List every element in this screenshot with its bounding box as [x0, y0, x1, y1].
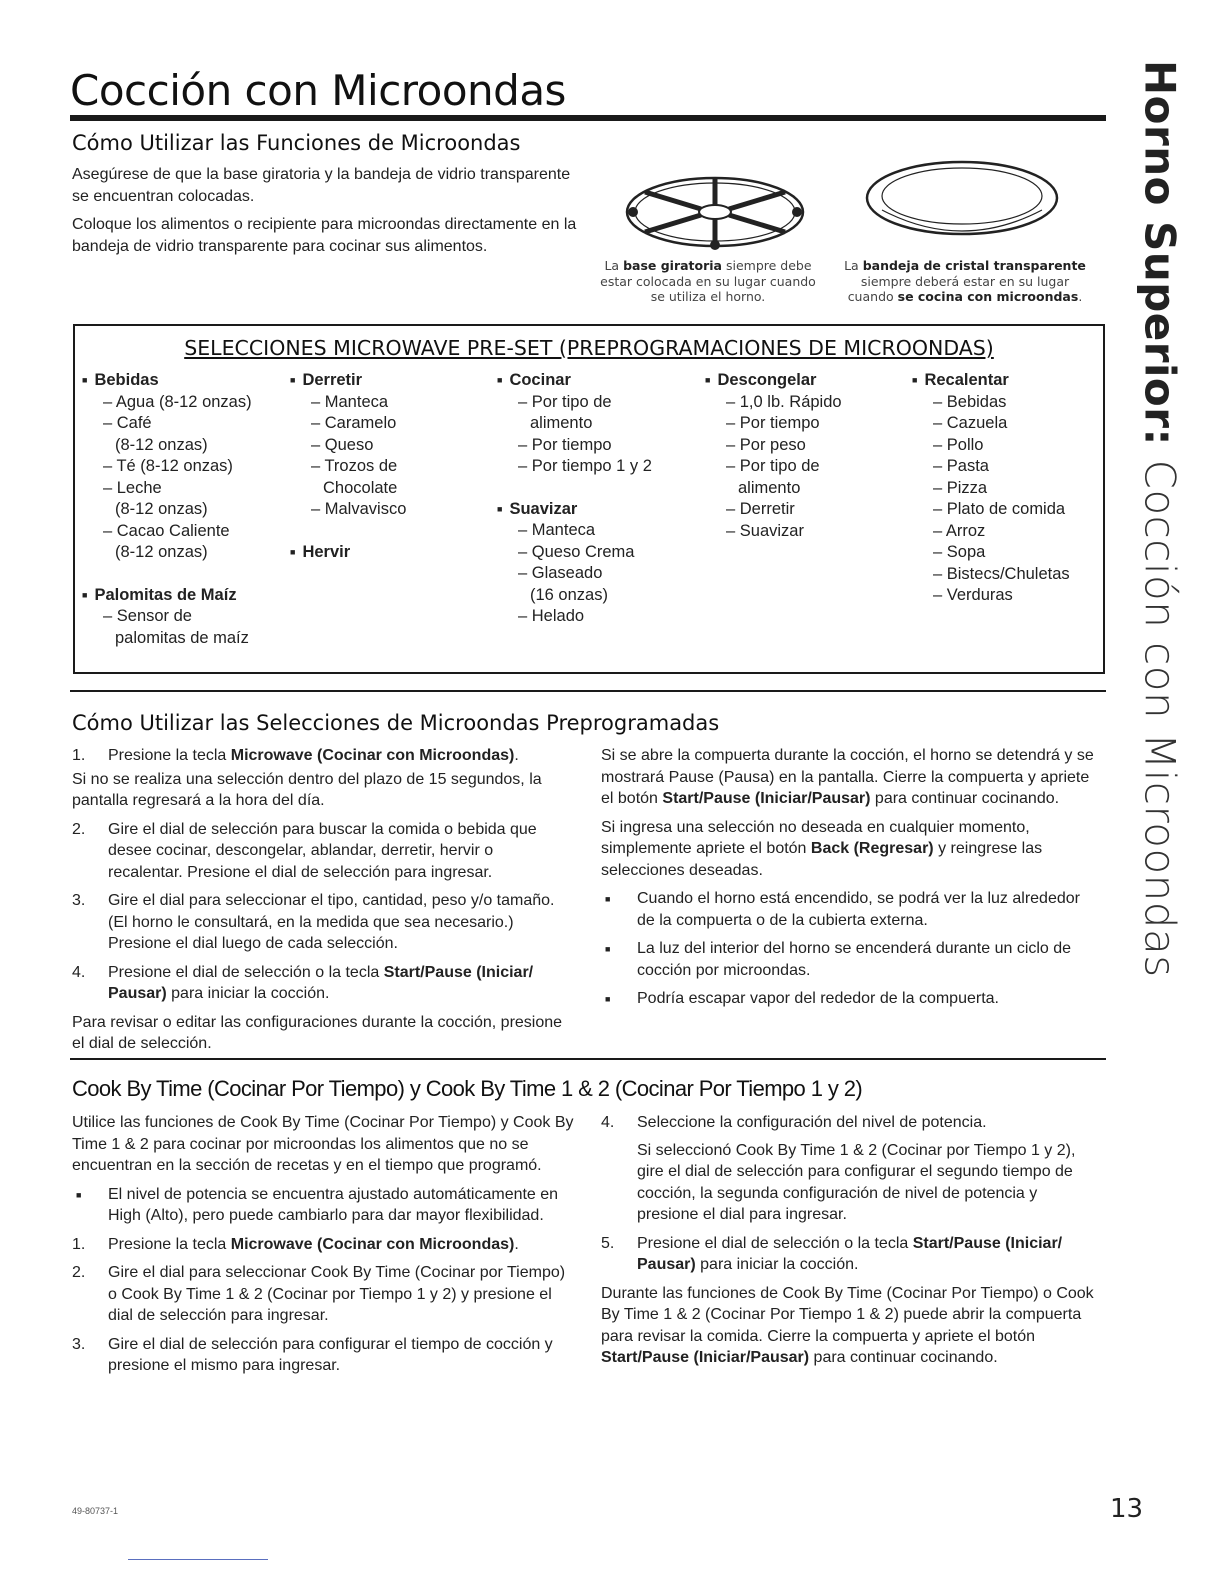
preset-item: – Derretir: [726, 500, 795, 518]
preset-item: – Agua (8-12 onzas): [103, 392, 252, 411]
presets-col-recalentar: [912, 370, 1102, 607]
bullet-text: Cuando el horno está encendido, se podrá ver la luz alrededor de la compuerta o de la cubierta externa.: [637, 890, 1080, 929]
preset-item: – Manteca: [518, 521, 596, 539]
bullet-item: [72, 1184, 577, 1227]
section3-intro: Utilice las funciones de Cook By Time (Cocinar Por Tiempo) y Cook By Time 1 & 2 para cocinar por microondas los alimentos que no se encuentran en la sección de recetas y en el tiempo que programó.: [72, 1114, 574, 1174]
step-number: 5.: [601, 1234, 615, 1252]
preset-category: ■ Palomitas de Maíz: [82, 585, 282, 607]
step-text: para iniciar la cocción.: [695, 1256, 859, 1273]
page-title: Cocción con Microondas: [70, 66, 566, 115]
preset-item: – Bebidas: [933, 392, 1007, 411]
section2-heading: Cómo Utilizar las Selecciones de Microondas Preprogramadas: [72, 711, 720, 735]
preset-item: – Por tiempo: [518, 435, 612, 454]
r2-text: y reingrese las selecciones deseadas.: [601, 840, 1043, 879]
preset-category: ■ Descongelar: [705, 370, 905, 392]
preset-category: ■ Suavizar: [497, 499, 697, 521]
presets-title: SELECCIONES MICROWAVE PRE-SET (PREPROGRAMACIONES DE MICROONDAS): [184, 336, 994, 360]
section-divider: [70, 1058, 1106, 1060]
preset-item: – Suavizar: [726, 521, 804, 540]
preset-category: ■ Hervir: [290, 542, 480, 564]
preset-item: – Por peso: [726, 435, 806, 454]
step-item: [72, 1234, 577, 1256]
r1-text: Si se abre la compuerta durante la cocción, el horno se detendrá y se mostrará Pause (Pausa) en la pantalla. Cierre la compuerta y apriete el botón: [601, 747, 1094, 807]
step-number: 2.: [72, 1264, 86, 1281]
section-divider: [70, 690, 1106, 692]
cap2-bold: bandeja de cristal transparente: [862, 258, 1086, 273]
bullet-icon: ■: [76, 1189, 82, 1200]
preset-item: – Queso Crema: [518, 542, 635, 561]
step-bold: Microwave (Cocinar con Microondas): [230, 1235, 515, 1253]
glass-tray-caption: [843, 258, 1087, 305]
side-tab-light: Cocción con Microondas: [1135, 459, 1185, 978]
step-item: [72, 1262, 577, 1327]
step-text: Presione el dial de selección o la tecla: [108, 963, 384, 981]
preset-item: – Pollo: [933, 435, 984, 454]
section2-r2: [601, 817, 1101, 882]
preset-item: – Queso: [311, 435, 374, 454]
preset-item: – Bistecs/Chuletas: [933, 564, 1070, 583]
step-item: [72, 890, 572, 955]
step-note: Si no se realiza una selección dentro del plazo de 15 segundos, la pantalla regresará a la hora del día.: [72, 770, 542, 809]
section2-left: [72, 745, 572, 1055]
step-number: 4.: [601, 1114, 615, 1131]
section2-tail: Para revisar o editar las configuraciones durante la cocción, presione el dial de selección.: [72, 1013, 563, 1052]
preset-item: – Trozos de: [311, 457, 398, 475]
preset-item: – Sopa: [933, 543, 986, 561]
step-bold: Microwave (Cocinar con Microondas): [230, 747, 515, 764]
cap2-post: .: [1078, 289, 1083, 304]
step-item: [72, 819, 572, 884]
section3-left: [72, 1112, 577, 1384]
section1-p1: Asegúrese de que la base giratoria y la bandeja de vidrio transparente se encuentran colocadas.: [72, 166, 571, 205]
preset-category: ■ Derretir: [290, 370, 480, 392]
preset-item: – Pasta: [933, 457, 989, 475]
side-tab-text: [1136, 60, 1185, 978]
section2-right: [601, 745, 1101, 1017]
preset-item: – Verduras: [933, 586, 1013, 604]
step-text: Gire el dial de selección para buscar la comida o bebida que desee cocinar, descongelar, ablandar, derretir, hervir o recalentar. Presione el dial de selección para ingresar.: [108, 820, 537, 881]
preset-item: (8-12 onzas): [115, 435, 208, 454]
preset-category: ■ Cocinar: [497, 370, 697, 392]
tail-bold: Start/Pause (Iniciar/Pausar): [601, 1349, 810, 1366]
preset-item: – Sensor de: [103, 607, 192, 625]
section1-p2: Coloque los alimentos o recipiente para microondas directamente en la bandeja de vidrio transparente para cocinar sus alimentos.: [72, 216, 577, 255]
section3-heading: Cook By Time (Cocinar Por Tiempo) y Cook By Time 1 & 2 (Cocinar Por Tiempo 1 y 2): [72, 1076, 863, 1101]
step-text: Seleccione la configuración del nivel de potencia.: [637, 1114, 987, 1131]
tail-text: para continuar cocinando.: [809, 1349, 998, 1366]
cap2-mid: siempre deberá estar en su lugar cuando: [847, 273, 1070, 304]
step-text: Gire el dial para seleccionar Cook By Time (Cocinar por Tiempo) o Cook By Time 1 & 2 (Cocinar por Tiempo 1 y 2) y presione el dial de selección para ingresar.: [108, 1264, 566, 1324]
step-text: Presione la tecla: [108, 1235, 231, 1253]
bullet-item: [601, 988, 1101, 1010]
preset-item: – Caramelo: [311, 414, 397, 432]
section2-r1: [601, 745, 1101, 810]
preset-item: – Arroz: [933, 521, 986, 540]
preset-item: alimento: [530, 414, 593, 432]
presets-col-descongelar: [705, 370, 905, 542]
bullet-text: La luz del interior del horno se encenderá durante un ciclo de cocción por microondas.: [637, 940, 1072, 979]
preset-item: – Té (8-12 onzas): [103, 457, 233, 475]
section3-tail: [601, 1283, 1101, 1369]
presets-col-bebidas: [82, 370, 282, 649]
preset-item: – Glaseado: [518, 564, 603, 582]
side-tab-bold: Horno Superior:: [1135, 60, 1185, 446]
bullet-text: El nivel de potencia se encuentra ajustado automáticamente en High (Alto), pero puede cambiarlo para dar mayor flexibilidad.: [108, 1185, 559, 1224]
preset-item: – Café: [103, 414, 152, 432]
bullet-icon: ■: [605, 994, 611, 1004]
cap1-pre: La: [604, 258, 624, 273]
step-number: 4.: [72, 963, 86, 981]
preset-item: – Por tiempo 1 y 2: [518, 457, 652, 475]
step-text: Gire el dial para seleccionar el tipo, cantidad, peso y/o tamaño. (El horno le consultará, en la medida que sea necesario.) Presione el dial luego de cada selección.: [108, 892, 555, 952]
bullet-icon: ■: [605, 894, 611, 904]
step-number: 2.: [72, 820, 86, 838]
step-number: 3.: [72, 1335, 86, 1353]
side-tab: [1135, 60, 1185, 978]
presets-col-derretir: [290, 370, 480, 563]
step-number: 1.: [72, 747, 86, 764]
step-text: Presione el dial de selección o la tecla: [637, 1234, 913, 1252]
step-text: .: [514, 1235, 519, 1253]
turntable-illustration: [615, 166, 815, 258]
preset-item: – Malvavisco: [311, 500, 407, 518]
bullet-icon: ■: [605, 944, 611, 954]
tail-text: Durante las funciones de Cook By Time (Cocinar Por Tiempo) o Cook By Time 1 & 2 (Cocinar Por Tiempo 1 & 2) puede abrir la compuerta para revisar la comida. Cierre la compuerta y apriete el botón: [601, 1284, 1094, 1345]
bullet-item: [601, 888, 1101, 931]
preset-item: – Cazuela: [933, 414, 1008, 432]
footer-line: [128, 1559, 268, 1560]
step-number: 3.: [72, 892, 86, 909]
preset-item: – Helado: [518, 607, 585, 625]
preset-item: – Plato de comida: [933, 500, 1066, 518]
step-text: Gire el dial de selección para configurar el tiempo de cocción y presione el mismo para ingresar.: [108, 1335, 553, 1374]
cap2-bold2: se cocina con microondas: [897, 289, 1079, 304]
step-item: [72, 1334, 577, 1377]
step-item: [601, 1233, 1101, 1276]
bullet-text: Podría escapar vapor del rededor de la compuerta.: [637, 990, 999, 1007]
step-item: [72, 962, 572, 1005]
r2-bold: Back (Regresar): [810, 840, 934, 857]
r2-text: Si ingresa una selección no deseada en cualquier momento, simplemente apriete el botón: [601, 818, 1030, 857]
step-text: .: [514, 747, 519, 764]
step-bold: Start/Pause (Iniciar/ Pausar): [637, 1234, 1063, 1273]
doc-number: 49-80737-1: [72, 1506, 119, 1516]
step-item: [72, 745, 572, 767]
step-text: para iniciar la cocción.: [166, 985, 330, 1002]
preset-item: – Pizza: [933, 478, 988, 497]
section1-body: [72, 164, 582, 264]
step-text: Presione la tecla: [108, 747, 231, 764]
preset-item: – 1,0 lb. Rápido: [726, 392, 842, 411]
glass-tray-illustration: [862, 160, 1062, 242]
page-number: 13: [1110, 1494, 1144, 1524]
preset-item: – Cacao Caliente: [103, 521, 230, 540]
presets-col-cocinar: [497, 370, 697, 628]
section1-heading: Cómo Utilizar las Funciones de Microondas: [72, 131, 521, 155]
preset-item: – Leche: [103, 478, 162, 497]
preset-item: (16 onzas): [530, 585, 608, 604]
turntable-caption: [596, 258, 820, 305]
step-item: [601, 1112, 1101, 1226]
preset-category: ■ Recalentar: [912, 370, 1102, 392]
preset-item: – Manteca: [311, 392, 389, 411]
step-bold: Start/Pause (Iniciar/ Pausar): [108, 963, 534, 1002]
cap2-pre: La: [844, 258, 863, 273]
preset-item: alimento: [738, 478, 801, 497]
step-number: 1.: [72, 1235, 86, 1253]
preset-item: – Por tiempo: [726, 414, 820, 432]
section3-right: [601, 1112, 1101, 1369]
preset-item: palomitas de maíz: [115, 628, 249, 647]
preset-category: ■ Bebidas: [82, 370, 282, 392]
preset-item: – Por tipo de: [726, 457, 820, 475]
preset-item: (8-12 onzas): [115, 543, 208, 561]
bullet-item: [601, 938, 1101, 981]
cap1-post: siempre debe estar colocada en su lugar cuando se utiliza el horno.: [600, 258, 816, 304]
preset-item: (8-12 onzas): [115, 500, 208, 518]
title-rule: [70, 115, 1106, 121]
r1-bold: Start/Pause (Iniciar/Pausar): [662, 790, 871, 807]
step-note: Si seleccionó Cook By Time 1 & 2 (Cocinar por Tiempo 1 y 2), gire el dial de selección para configurar el segundo tiempo de cocción, la segunda configuración de nivel de potencia y presione el dial para ingresar.: [637, 1141, 1076, 1223]
r1-text: para continuar cocinando.: [870, 790, 1060, 807]
preset-item: – Por tipo de: [518, 392, 612, 411]
preset-item: Chocolate: [323, 478, 398, 497]
cap1-bold: base giratoria: [623, 258, 722, 273]
